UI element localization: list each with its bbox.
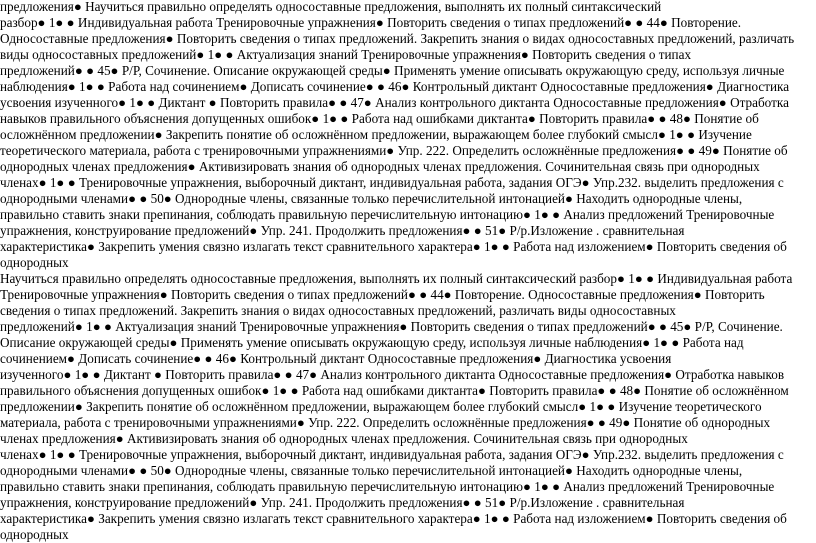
text-line: однородными членами● ● 50● Однородные члены, связанные только перечислительной интонацией● Находить однородные члены, <box>0 463 743 478</box>
text-line: упражнения, конструирование предложений● Упр. 241. Продолжить предложения● ● 51● Р/р.Изложение . сравнительная <box>0 223 685 238</box>
text-line: предложения● Научиться правильно определять односоставные предложения, выполнять их полный синтаксический <box>0 0 662 14</box>
text-line: изученного● 1● ● Диктант ● Повторить правила● ● 47● Анализ контрольного диктанта Односоставные предложения● Отработка навыков <box>0 367 785 382</box>
text-line: однородных членах предложения● Активизировать знания об однородных членах предложения. Сочинительная связь при однородных <box>0 159 760 174</box>
text-line: членах● 1● ● Тренировочные упражнения, выборочный диктант, индивидуальная работа, задания ОГЭ● Упр.232. выделить предложения с <box>0 447 784 462</box>
text-line: Научиться правильно определять односоставные предложения, выполнять их полный синтаксический разбор● 1● ● Индивидуальная работа <box>0 271 793 286</box>
text-line: характеристика● Закрепить умения связно излагать текст сравнительного характера● 1● ● Работа над изложением● Повторить сведения об <box>0 239 787 254</box>
text-line: предложений● 1● ● Актуализация знаний Тренировочные упражнения● Повторить сведения о типах предложений● ● 45● Р/Р, Сочинение. <box>0 319 783 334</box>
text-line: правильного объяснения допущенных ошибок● 1● ● Работа над ошибками диктанта● Повторить правила● ● 48● Понятие об осложнённом <box>0 383 789 398</box>
text-line: виды односоставных предложений● 1● ● Актуализация знаний Тренировочные упражнения● Повторить сведения о типах <box>0 47 692 62</box>
text-line: теоретического материала, работа с тренировочными упражнениями● Упр. 222. Определить осложнённые предложения● ● 49● Понятие об <box>0 143 788 158</box>
text-line: Тренировочные упражнения● Повторить сведения о типах предложений● ● 44● Повторение. Односоставные предложения● Повторить <box>0 287 765 302</box>
text-line: правильно ставить знаки препинания, соблюдать правильную перечислительную интонацию● 1● ● Анализ предложений Тренировочные <box>0 479 775 494</box>
text-line: осложнённом предложении● Закрепить понятие об осложнённом предложении, выражающем более глубокий смысл● 1● ● Изучение <box>0 127 752 142</box>
text-line: разбор● 1● ● Индивидуальная работа Тренировочные упражнения● Повторить сведения о типах предложений● ● 44● Повторение. <box>0 15 742 30</box>
text-line: предложении● Закрепить понятие об осложнённом предложении, выражающем более глубокий смысл● 1● ● Изучение теоретического <box>0 399 762 414</box>
text-line: Односоставные предложения● Повторить сведения о типах предложений. Закрепить знания о видах односоставных предложений, различать <box>0 31 795 46</box>
text-line: однородных <box>0 527 69 542</box>
text-line: правильно ставить знаки препинания, соблюдать правильную перечислительную интонацию● 1● ● Анализ предложений Тренировочные <box>0 207 775 222</box>
text-line: членах предложения● Активизировать знания об однородных членах предложения. Сочинительная связь при однородных <box>0 431 688 446</box>
text-line: однородных <box>0 255 69 270</box>
text-line: усвоения изученного● 1● ● Диктант ● Повторить правила● ● 47● Анализ контрольного диктанта Односоставные предложения● Отработка <box>0 95 789 110</box>
text-line: навыков правильного объяснения допущенных ошибок● 1● ● Работа над ошибками диктанта● Повторить правила● ● 48● Понятие об <box>0 111 759 126</box>
text-line: сведения о типах предложений. Закрепить знания о видах односоставных предложений, различать виды односоставных <box>0 303 676 318</box>
text-line: упражнения, конструирование предложений● Упр. 241. Продолжить предложения● ● 51● Р/р.Изложение . сравнительная <box>0 495 685 510</box>
text-line: сочинением● Дописать сочинение● ● 46● Контрольный диктант Односоставные предложения● Диагностика усвоения <box>0 351 672 366</box>
text-line: характеристика● Закрепить умения связно излагать текст сравнительного характера● 1● ● Работа над изложением● Повторить сведения об <box>0 511 787 526</box>
text-line: Описание окружающей среды● Применять умение описывать окружающую среду, используя личные наблюдения● 1● ● Работа над <box>0 335 744 350</box>
text-line: материала, работа с тренировочными упражнениями● Упр. 222. Определить осложнённые предложения● ● 49● Понятие об однородных <box>0 415 771 430</box>
text-line: наблюдения● 1● ● Работа над сочинением● Дописать сочинение● ● 46● Контрольный диктант Односоставные предложения● Диагностика <box>0 79 790 94</box>
text-line: членах● 1● ● Тренировочные упражнения, выборочный диктант, индивидуальная работа, задания ОГЭ● Упр.232. выделить предложения с <box>0 175 784 190</box>
text-line: предложений● ● 45● Р/Р, Сочинение. Описание окружающей среды● Применять умение описывать окружающую среду, используя личные <box>0 63 785 78</box>
text-line: однородными членами● ● 50● Однородные члены, связанные только перечислительной интонацией● Находить однородные члены, <box>0 191 743 206</box>
